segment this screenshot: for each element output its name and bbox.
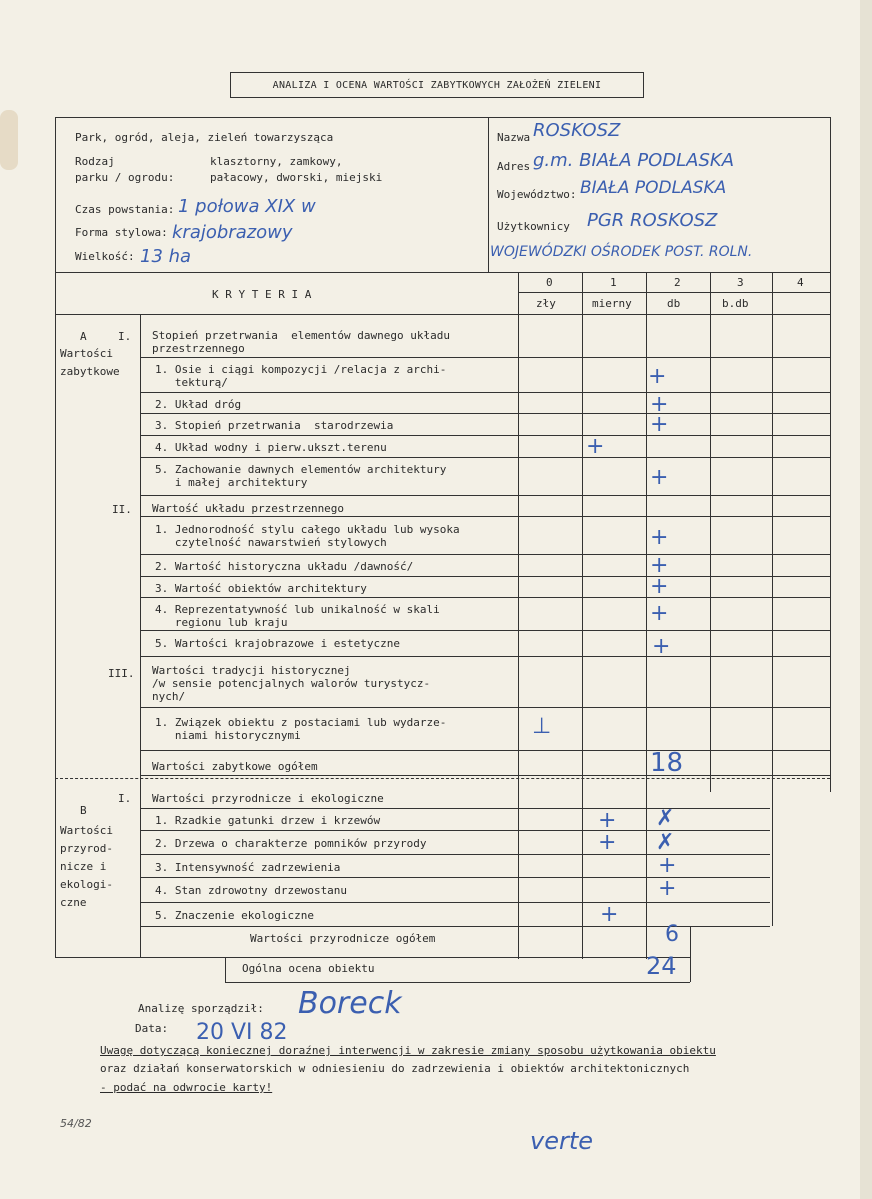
mark-a-i-3: + [650,412,669,437]
mark-a-ii-2: + [650,553,669,578]
form-title-text: ANALIZA I OCENA WARTOŚCI ZABYTKOWYCH ZAŁOŻEŃ ZIELENI [272,79,602,91]
section-a-ii-num: II. [112,503,132,516]
rodzaj-label: Rodzaj [75,155,115,168]
wojewodztwo-label: Województwo: [497,188,577,201]
b-i-item-4: 4. Stan zdrowotny drzewostanu [155,884,348,897]
note-line-2: oraz działań konserwatorskich w odniesieniu do zadrzewienia i obiektów architektonicznych [100,1062,690,1075]
paper-stain [0,110,18,170]
b-i-item-5: 5. Znaczenie ekologiczne [155,909,314,922]
grade-bdb: b.db [722,297,749,310]
mark-b-i-1-struck: ✗ [656,806,675,831]
kryteria-label: K R Y T E R I A [212,288,312,301]
a-ii-item-3: 3. Wartość obiektów architektury [155,582,367,595]
mark-b-i-3: + [658,853,677,878]
date-label: Data: [135,1022,169,1035]
b-i-item-1: 1. Rzadkie gatunki drzew i krzewów [155,814,381,827]
score-1: 1 [610,276,617,289]
mark-b-i-2-low: + [598,830,617,855]
overall-label: Ogólna ocena obiektu [242,962,375,975]
page-edge [860,0,872,1199]
grade-mierny: mierny [592,297,632,310]
a-ii-item-4: 4. Reprezentatywność lub unikalność w skali regionu lub kraju [155,603,440,629]
section-b-i-num: I. [118,792,132,805]
wielkosc-label: Wielkość: [75,250,135,263]
rodzaj-option-1: klasztorny, zamkowy, [210,155,343,168]
section-a-ii-title: Wartość układu przestrzennego [152,502,345,515]
uzytkownicy-value: PGR ROSKOSZ [587,210,718,231]
mark-a-ii-3: + [650,574,669,599]
section-a-i-num: I. [118,330,132,343]
margin-note: 54/82 [60,1117,92,1130]
wojewodztwo-value: BIAŁA PODLASKA [580,178,727,198]
nazwa-label: Nazwa [497,131,531,144]
score-4: 4 [797,276,804,289]
mark-b-i-2-struck: ✗ [656,830,675,855]
rodzaj-option-2: pałacowy, dworski, miejski [210,171,383,184]
form-title [230,72,644,98]
section-a-name-1: Wartości [60,347,113,360]
forma-value: krajobrazowy [172,222,293,243]
a-i-item-5: 5. Zachowanie dawnych elementów architektury i małej architektury [155,463,447,489]
grade-zly: zły [536,297,556,310]
a-ii-item-5: 5. Wartości krajobrazowe i estetyczne [155,637,401,650]
section-a-name-2: zabytkowe [60,365,120,378]
section-a-iii-title: Wartości tradycji historycznej /w sensie potencjalnych walorów turystycz- nych/ [152,664,431,703]
note-line-3: - podać na odwrocie karty! [100,1081,273,1094]
score-3: 3 [737,276,744,289]
adres-value: g.m. BIAŁA PODLASKA [533,150,735,171]
mark-b-i-5: + [600,902,619,927]
section-b-letter: B [80,804,87,817]
a-ii-item-1: 1. Jednorodność stylu całego układu lub wysoka czytelność nawarstwień stylowych [155,523,460,549]
section-a-iii-num: III. [108,667,135,680]
mark-b-i-4: + [658,876,677,901]
score-2: 2 [674,276,681,289]
mark-a-i-4: + [586,434,605,459]
date-value: 20 VI 82 [196,1020,288,1045]
score-0: 0 [546,276,553,289]
a-i-item-2: 2. Układ dróg [155,398,242,411]
czas-value: 1 połowa XIX w [178,196,316,217]
park-label: Park, ogród, aleja, zieleń towarzysząca [75,131,334,144]
verte-note: verte [530,1127,594,1155]
mark-a-ii-1: + [650,525,669,550]
b-i-item-3: 3. Intensywność zadrzewienia [155,861,341,874]
section-a-letter: A [80,330,87,343]
mark-a-i-2: + [650,392,669,417]
mark-a-i-1: + [648,364,667,389]
mark-a-ii-5: + [652,634,671,659]
section-b-i-title: Wartości przyrodnicze i ekologiczne [152,792,384,805]
b-i-item-2: 2. Drzewa o charakterze pomników przyrody [155,837,427,850]
signature: Boreck [298,986,402,1021]
overall-value: 24 [646,952,677,980]
prepared-label: Analizę sporządził: [138,1002,264,1015]
mark-b-i-1-low: + [598,808,617,833]
uzytkownicy-label: Użytkownicy [497,220,570,233]
czas-label: Czas powstania: [75,203,175,216]
forma-label: Forma stylowa: [75,226,168,239]
section-b-name: Wartości przyrod- nicze i ekologi- czne [60,824,113,909]
a-ii-item-2: 2. Wartość historyczna układu /dawność/ [155,560,414,573]
section-a-i-title-1: Stopień przetrwania elementów dawnego układu [152,329,451,342]
a-i-item-3: 3. Stopień przetrwania starodrzewia [155,419,394,432]
mark-a-i-5: + [650,465,669,490]
section-a-total-label: Wartości zabytkowe ogółem [152,760,318,773]
section-b-total-label: Wartości przyrodnicze ogółem [250,932,436,945]
nazwa-value: ROSKOSZ [533,120,621,141]
mark-a-ii-4: + [650,601,669,626]
mark-a-iii-1: ⊥ [532,714,552,739]
section-a-total-value: 18 [650,748,684,778]
a-i-item-1: 1. Osie i ciągi kompozycji /relacja z archi- tekturą/ [155,363,447,389]
wielkosc-value: 13 ha [140,246,192,267]
a-i-item-4: 4. Układ wodny i pierw.ukszt.terenu [155,441,387,454]
parku-label: parku / ogrodu: [75,171,175,184]
adres-label: Adres [497,160,531,173]
a-iii-item-1: 1. Związek obiektu z postaciami lub wydarze- niami historycznymi [155,716,447,742]
section-b-total-value: 6 [665,922,679,947]
uzytkownicy-value-2: WOJEWÓDZKI OŚRODEK POST. ROLN. [490,244,753,260]
section-a-i-title-2: przestrzennego [152,342,245,355]
note-line-1: Uwagę dotyczącą koniecznej doraźnej interwencji w zakresie zmiany sposobu użytkowania obiektu [100,1044,716,1057]
grade-db: db [667,297,681,310]
